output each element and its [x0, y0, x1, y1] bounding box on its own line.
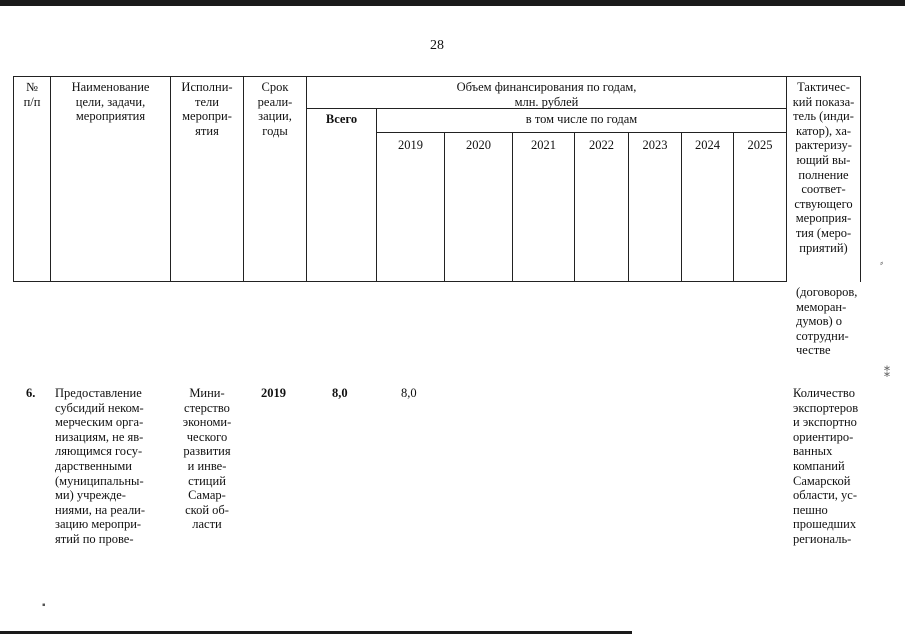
grid-line — [860, 76, 861, 282]
grid-line — [733, 132, 734, 282]
header-year-2023: 2023 — [642, 138, 668, 152]
indicator-continuation: (договоров, меморан- думов) о сотрудни- честве — [796, 285, 858, 358]
scan-edge-top — [0, 0, 905, 6]
scan-speck: ⸗ — [880, 258, 884, 269]
header-year-2021: 2021 — [531, 138, 556, 152]
header-indicator: Тактичес- кий показа- тель (инди- катор), ха- рактеризу- ющий вы- полнение соответ- ствующего мероприя- тия (меро- приятий) — [792, 80, 855, 255]
row-indicator: Количество экспортеров и экспортно ориентиро- ванных компаний Самарской области, ус- пешно прошедших региональ- — [793, 386, 859, 546]
scan-edge-bottom — [0, 631, 632, 634]
header-year-2019: 2019 — [398, 138, 423, 152]
header-funding-title: Объем финансирования по годам, млн. рублей — [456, 80, 637, 109]
grid-line — [13, 281, 786, 282]
row-executor: Мини- стерство экономи- ческого развития и инве- стиций Самар- ской об- ласти — [182, 386, 232, 532]
grid-line — [444, 132, 445, 282]
grid-line — [628, 132, 629, 282]
grid-line — [681, 132, 682, 282]
grid-line — [13, 76, 861, 77]
header-col-term: Срок реали- зации, годы — [257, 80, 293, 138]
header-total: Всего — [325, 112, 358, 126]
header-by-years: в том числе по годам — [525, 112, 638, 126]
row-term: 2019 — [261, 386, 286, 400]
header-col-executor: Исполни- тели меропри- ятия — [181, 80, 233, 138]
row-year-2019: 8,0 — [401, 386, 417, 400]
scan-speck: ▪ — [42, 600, 46, 611]
grid-line — [376, 108, 377, 282]
row-number: 6. — [26, 386, 36, 400]
grid-line — [574, 132, 575, 282]
grid-line — [376, 132, 786, 133]
header-year-2025: 2025 — [747, 138, 773, 152]
header-col-number: № п/п — [23, 80, 41, 109]
header-year-2020: 2020 — [466, 138, 491, 152]
header-col-name: Наименование цели, задачи, мероприятия — [71, 80, 150, 124]
header-year-2022: 2022 — [589, 138, 614, 152]
page-number: 28 — [430, 38, 444, 53]
row-name: Предоставление субсидий неком- мерческим орга- низациям, не яв- ляющимся госу- дарственными (муниципальны- ми) учрежде- ниями, на реали- зацию меропри- ятий по прове- — [55, 386, 146, 546]
scan-speck: ⁑ — [884, 366, 890, 380]
row-total: 8,0 — [332, 386, 348, 400]
grid-line — [512, 132, 513, 282]
header-year-2024: 2024 — [695, 138, 720, 152]
